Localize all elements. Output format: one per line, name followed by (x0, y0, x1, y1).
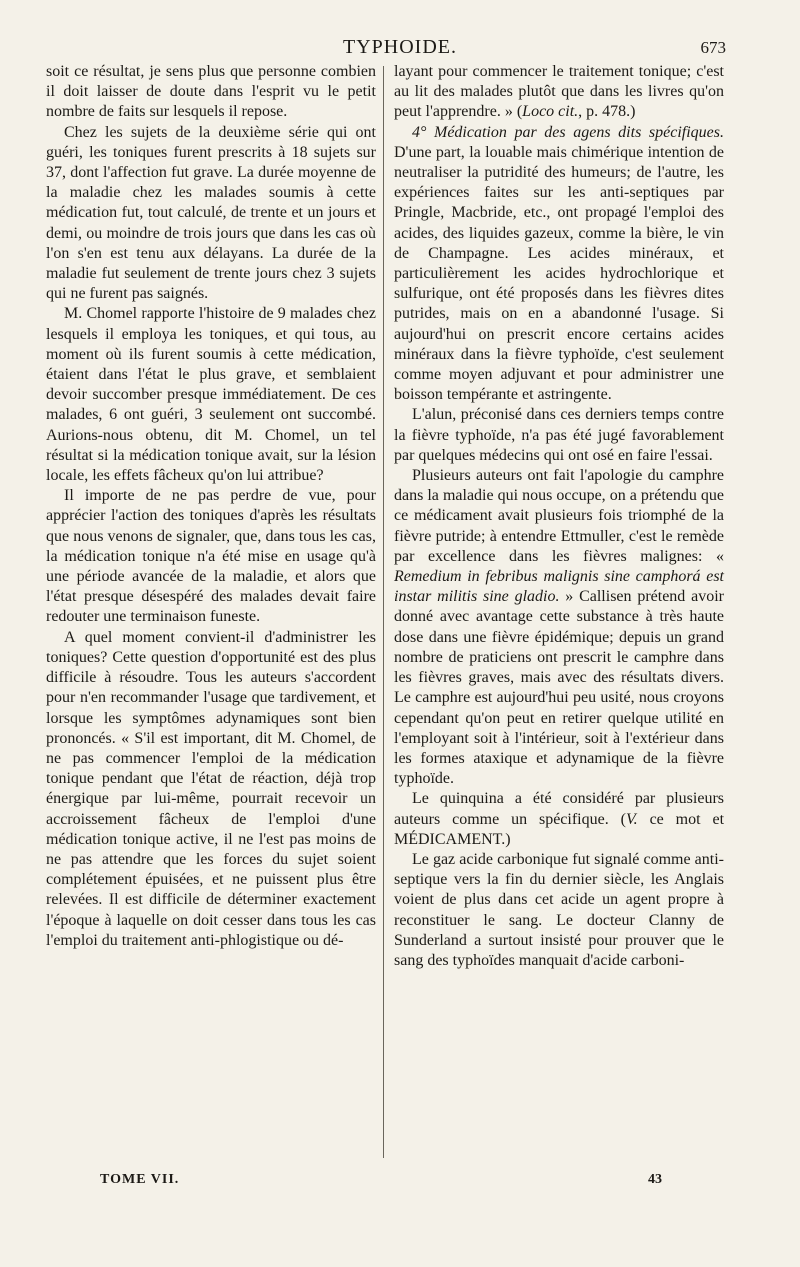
page-footer (0, 1172, 800, 1196)
paragraph: soit ce résultat, je sens plus que personne combien il doit laisser de doute dans l'esprit vu le petit nombre de faits sur lesquels il repose. (46, 63, 376, 121)
paragraph: Chez les sujets de la deuxième série qui ont guéri, les toniques furent prescrits à 18 sujets sur 37, dont l'affection fut grave. La durée moyenne de la maladie chez les malades soumis à cette médication fut, tout calculé, de trente et un jours et demi, ou moindre de trois jours que dans les cas où l'on s'en est tenu aux délayans. La durée de la maladie fut seulement de trente jours chez 3 sujets qui ne furent pas saignés. (46, 123, 376, 303)
section-heading: 4° Médication par des agens dits spécifiques. (412, 123, 724, 141)
paragraph: Il importe de ne pas perdre de vue, pour apprécier l'action des toniques d'après les résultats que nous venons de signaler, que, dans tous les cas, la médication tonique n'a été mise en usage qu'à une période avancée de la maladie, et alors que l'état presque désespéré des malades devait faire redouter une terminaison funeste. (46, 487, 376, 626)
paragraph (394, 466, 724, 789)
signature-mark: 43 (648, 1172, 662, 1187)
paragraph (394, 62, 724, 123)
paragraph-text: » Callisen prétend avoir donné avec avantage cette substance à très haute dose dans une fièvre épidémique; depuis un grand nombre de praticiens ont prescrit le camphre dans les fièvres graves, mais avec des résultats divers. Le camphre est aujourd'hui peu usité, nous croyons cependant qu'on peut en retirer quelque utilité en l'employant soit à l'intérieur, soit à l'extérieur dans les formes ataxique et adynamique de la fièvre typhoïde. (394, 588, 724, 788)
running-title: TYPHOIDE. (343, 36, 457, 58)
page-number: 673 (700, 38, 726, 57)
paragraph-text: , p. 478.) (578, 103, 636, 121)
paragraph-text: Plusieurs auteurs ont fait l'apologie du camphre dans la maladie qui nous occupe, on a prétendu que ce médicament avait plusieurs fois triomphé de la fièvre putride; à entendre Ettmuller, c'est le remède par excellence dans les fièvres malignes: « (394, 467, 724, 565)
paragraph-text: D'une part, la louable mais chimérique intention de neutraliser la putridité des humeurs; de l'autre, les expériences faites sur les anti-septiques par Pringle, Macbride, etc., ont propagé l'emploi des acides, des liquides gazeux, comme la bière, le vin de Champagne. Les acides minéraux, et particulièrement les acides hydrochlorique et sulfurique, ont été proposés dans les fièvres dites putrides, mais on en a abandonné l'usage. Si aujourd'hui on prescrit encore certains acides minéraux dans la fièvre typhoïde, c'est seulement comme moyen adjuvant et pour administrer une boisson tempérante et astringente. (394, 143, 724, 404)
column-divider (383, 66, 384, 1158)
paragraph (394, 123, 724, 406)
paragraph: M. Chomel rapporte l'histoire de 9 malades chez lesquels il employa les toniques, et qui tous, au moment où ils furent soumis à cette médication, étaient dans l'état le plus grave, et semblaient devoir succomber presque immédiatement. De ces malades, 6 ont guéri, 3 seulement ont succombé. Aurions-nous obtenu, dit M. Chomel, un tel résultat si la médication tonique avait, sur la lésion locale, les effets fâcheux qu'on lui attribue? (46, 305, 376, 485)
paragraph: A quel moment convient-il d'administrer les toniques? Cette question d'opportunité est des plus difficile à résoudre. Tous les auteurs s'accordent pour n'en recommander l'usage que tardivement, et lorsque les symptômes adynamiques sont bien prononcés. « S'il est important, dit M. Chomel, de ne pas commencer l'emploi de la médication tonique pendant que l'état de réaction, déjà trop énergique par lui-même, pourrait recevoir un accroissement fâcheux de l'emploi d'une médication tonique active, il ne l'est pas moins de ne pas attendre que les forces du sujet soient complétement épuisées, et ne puissent plus être relevées. Il est difficile de déterminer exactement l'époque à laquelle on doit cesser dans tous les cas l'emploi du traitement anti-phlogistique ou dé- (46, 628, 376, 949)
cross-reference: V. (625, 810, 638, 828)
right-column (394, 62, 724, 971)
volume-label: TOME VII. (100, 1172, 180, 1187)
citation: Loco cit. (522, 103, 579, 121)
paragraph: L'alun, préconisé dans ces derniers temps contre la fièvre typhoïde, n'a pas été jugé favorablement par quelques médecins qui ont osé en faire l'essai. (394, 406, 724, 464)
paragraph-text: ce mot et MÉDICAMENT.) (394, 810, 725, 848)
paragraph: Le gaz acide carbonique fut signalé comme anti-septique vers la fin du dernier siècle, les Anglais voient de plus dans cet acide un agent propre à reconstituer le sang. Le docteur Clanny de Sunderland a surtout insisté pour prouver que le sang des typhoïdes manquait d'acide carboni- (394, 850, 724, 969)
paragraph-text: Le quinquina a été considéré par plusieurs auteurs comme un spécifique. ( (394, 790, 724, 828)
latin-quote: Remedium in febribus malignis sine camphorá est instar militis sine gladio. (394, 568, 724, 606)
paragraph-text: layant pour commencer le traitement tonique; c'est au lit des malades plutôt que dans les livres qu'on peut l'apprendre. » ( (394, 63, 724, 121)
paragraph (394, 789, 724, 850)
page-header (0, 36, 800, 62)
left-column (46, 62, 376, 951)
